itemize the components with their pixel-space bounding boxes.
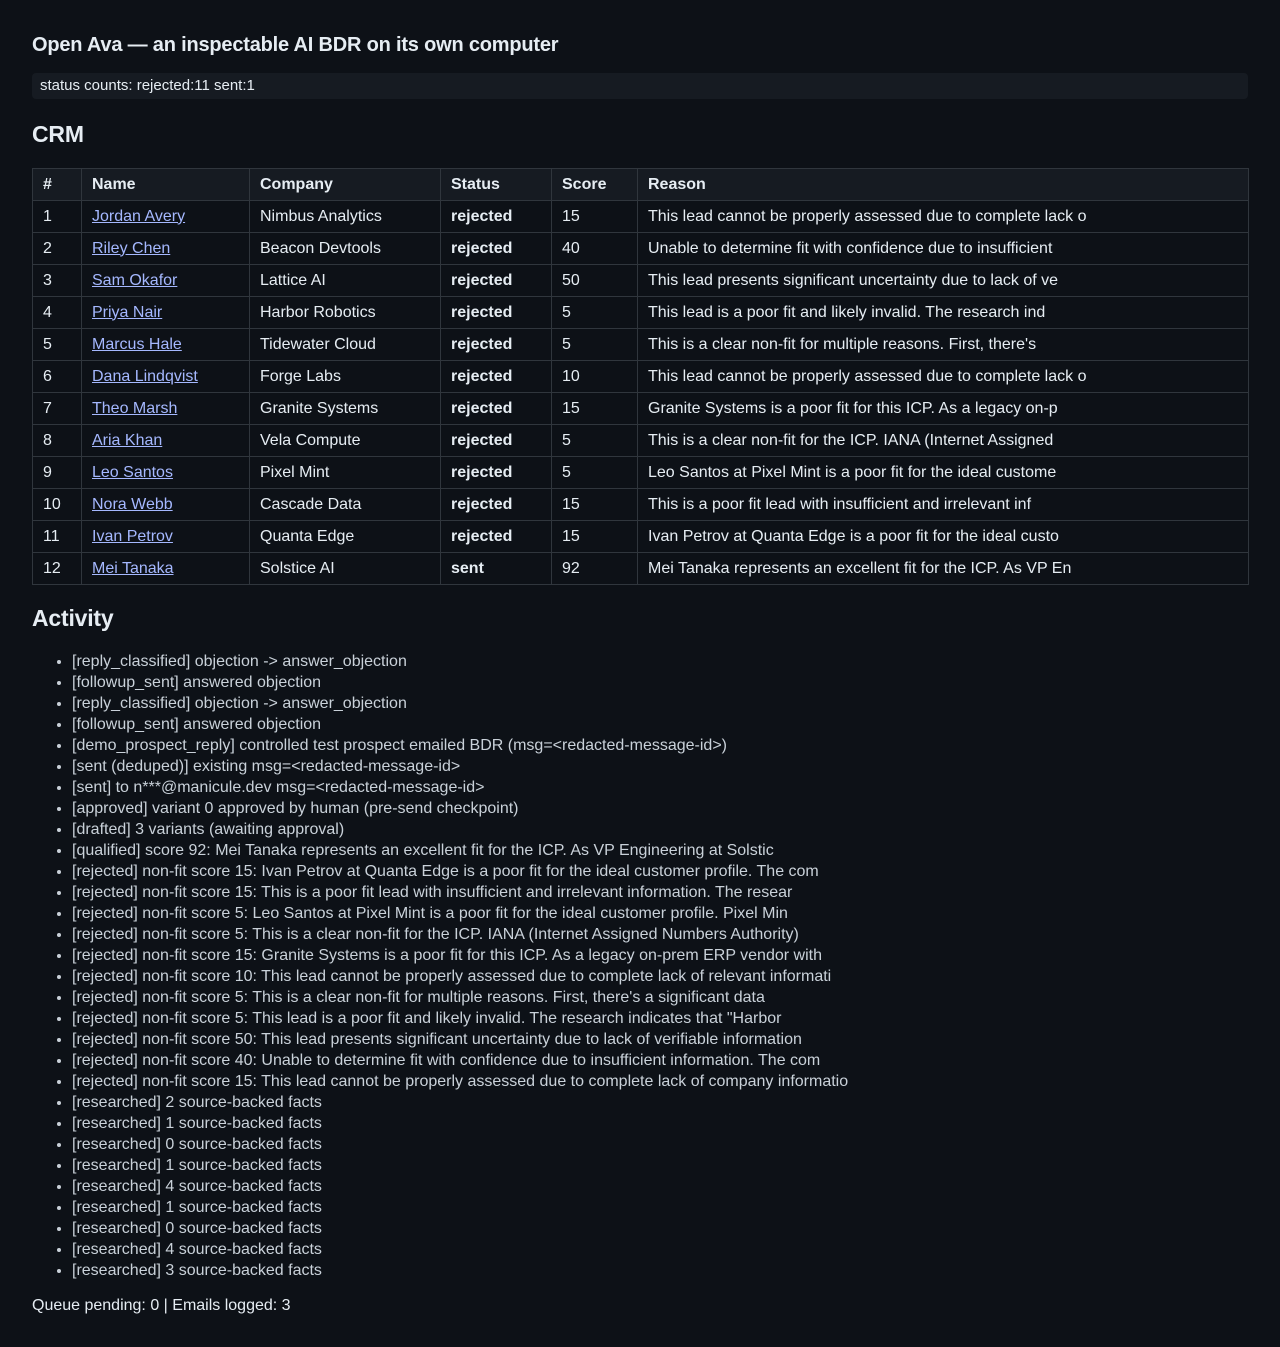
status-cell: rejected: [441, 521, 552, 553]
activity-heading: Activity: [32, 605, 114, 631]
table-row: [33, 297, 1249, 329]
lead-name-link[interactable]: Nora Webb: [92, 495, 173, 513]
company-name: Tidewater Cloud: [250, 329, 441, 361]
score-cell: 15: [552, 521, 638, 553]
crm-header-row: [33, 169, 1249, 201]
activity-item: • [researched] 0 source-backed facts: [72, 1218, 1248, 1239]
activity-item: • [approved] variant 0 approved by human (pre-send checkpoint): [72, 798, 1248, 819]
activity-item: • [rejected] non-fit score 15: This is a poor fit lead with insufficient and irrelevant information. The resear: [72, 882, 1248, 903]
activity-item: • [followup_sent] answered objection: [72, 672, 1248, 693]
company-name: Nimbus Analytics: [250, 201, 441, 233]
company-name: Granite Systems: [250, 393, 441, 425]
row-number: 3: [33, 265, 82, 297]
table-row: [33, 521, 1249, 553]
reason-cell: This lead is a poor fit and likely invalid. The research ind: [638, 297, 1249, 329]
company-name: Cascade Data: [250, 489, 441, 521]
page-title: Open Ava — an inspectable AI BDR on its own computer: [32, 34, 559, 56]
row-number: 6: [33, 361, 82, 393]
activity-item: • [followup_sent] answered objection: [72, 714, 1248, 735]
name-cell: [82, 233, 250, 265]
status-cell: rejected: [441, 457, 552, 489]
lead-name-link[interactable]: Priya Nair: [92, 303, 163, 321]
activity-item: • [researched] 4 source-backed facts: [72, 1176, 1248, 1197]
row-number: 9: [33, 457, 82, 489]
name-cell: [82, 489, 250, 521]
table-row: [33, 553, 1249, 585]
activity-item: • [qualified] score 92: Mei Tanaka represents an excellent fit for the ICP. As VP Engineering at Solstic: [72, 840, 1248, 861]
name-cell: [82, 201, 250, 233]
activity-item: • [rejected] non-fit score 10: This lead cannot be properly assessed due to complete lack of relevant informati: [72, 966, 1248, 987]
column-header-company: Company: [250, 169, 441, 201]
reason-cell: This is a poor fit lead with insufficient and irrelevant inf: [638, 489, 1249, 521]
status-cell: rejected: [441, 265, 552, 297]
activity-item: • [rejected] non-fit score 50: This lead presents significant uncertainty due to lack of verifiable information: [72, 1029, 1248, 1050]
table-row: [33, 457, 1249, 489]
reason-cell: This is a clear non-fit for the ICP. IANA (Internet Assigned: [638, 425, 1249, 457]
activity-item: • [reply_classified] objection -> answer_objection: [72, 651, 1248, 672]
reason-cell: Ivan Petrov at Quanta Edge is a poor fit for the ideal custo: [638, 521, 1249, 553]
name-cell: [82, 521, 250, 553]
score-cell: 10: [552, 361, 638, 393]
column-header-status: Status: [441, 169, 552, 201]
company-name: Harbor Robotics: [250, 297, 441, 329]
column-header-reason: Reason: [638, 169, 1249, 201]
name-cell: [82, 265, 250, 297]
company-name: Vela Compute: [250, 425, 441, 457]
company-name: Quanta Edge: [250, 521, 441, 553]
activity-item: • [reply_classified] objection -> answer_objection: [72, 693, 1248, 714]
table-row: [33, 425, 1249, 457]
activity-item: • [researched] 4 source-backed facts: [72, 1239, 1248, 1260]
name-cell: [82, 361, 250, 393]
lead-name-link[interactable]: Ivan Petrov: [92, 527, 173, 545]
activity-item: • [rejected] non-fit score 40: Unable to determine fit with confidence due to insufficient information. The com: [72, 1050, 1248, 1071]
name-cell: [82, 553, 250, 585]
score-cell: 5: [552, 329, 638, 361]
row-number: 4: [33, 297, 82, 329]
company-name: Beacon Devtools: [250, 233, 441, 265]
lead-name-link[interactable]: Jordan Avery: [92, 207, 186, 225]
activity-item: • [rejected] non-fit score 15: Ivan Petrov at Quanta Edge is a poor fit for the ideal customer profile. The com: [72, 861, 1248, 882]
status-cell: rejected: [441, 329, 552, 361]
reason-cell: This is a clear non-fit for multiple reasons. First, there's: [638, 329, 1249, 361]
status-cell: rejected: [441, 425, 552, 457]
score-cell: 5: [552, 457, 638, 489]
table-row: [33, 233, 1249, 265]
activity-item: • [researched] 0 source-backed facts: [72, 1134, 1248, 1155]
crm-table: [32, 168, 1249, 585]
company-name: Solstice AI: [250, 553, 441, 585]
company-name: Lattice AI: [250, 265, 441, 297]
activity-item: • [rejected] non-fit score 5: This lead is a poor fit and likely invalid. The research indicates that "Harbor: [72, 1008, 1248, 1029]
score-cell: 15: [552, 393, 638, 425]
table-row: [33, 393, 1249, 425]
lead-name-link[interactable]: Marcus Hale: [92, 335, 182, 353]
activity-item: • [rejected] non-fit score 5: This is a clear non-fit for the ICP. IANA (Internet Assigned Numbers Authority): [72, 924, 1248, 945]
company-name: Forge Labs: [250, 361, 441, 393]
activity-item: • [rejected] non-fit score 5: Leo Santos at Pixel Mint is a poor fit for the ideal customer profile. Pixel Min: [72, 903, 1248, 924]
table-row: [33, 265, 1249, 297]
activity-list: [32, 651, 1248, 1281]
name-cell: [82, 457, 250, 489]
score-cell: 50: [552, 265, 638, 297]
table-row: [33, 329, 1249, 361]
lead-name-link[interactable]: Theo Marsh: [92, 399, 178, 417]
activity-item: • [researched] 2 source-backed facts: [72, 1092, 1248, 1113]
column-header-num: #: [33, 169, 82, 201]
lead-name-link[interactable]: Riley Chen: [92, 239, 171, 257]
activity-item: • [sent (deduped)] existing msg=<redacted-message-id>: [72, 756, 1248, 777]
status-cell: rejected: [441, 297, 552, 329]
activity-item: • [rejected] non-fit score 15: Granite Systems is a poor fit for this ICP. As a legacy on-prem ERP vendor with: [72, 945, 1248, 966]
lead-name-link[interactable]: Aria Khan: [92, 431, 163, 449]
reason-cell: Unable to determine fit with confidence due to insufficient: [638, 233, 1249, 265]
column-header-score: Score: [552, 169, 638, 201]
row-number: 1: [33, 201, 82, 233]
score-cell: 15: [552, 201, 638, 233]
column-header-name: Name: [82, 169, 250, 201]
score-cell: 5: [552, 425, 638, 457]
reason-cell: Leo Santos at Pixel Mint is a poor fit for the ideal custome: [638, 457, 1249, 489]
score-cell: 40: [552, 233, 638, 265]
name-cell: [82, 425, 250, 457]
status-cell: rejected: [441, 361, 552, 393]
lead-name-link[interactable]: Leo Santos: [92, 463, 173, 481]
score-cell: 92: [552, 553, 638, 585]
lead-name-link[interactable]: Mei Tanaka: [92, 559, 174, 577]
status-counts-bar: status counts: rejected:11 sent:1: [32, 73, 1248, 99]
company-name: Pixel Mint: [250, 457, 441, 489]
row-number: 10: [33, 489, 82, 521]
row-number: 8: [33, 425, 82, 457]
reason-cell: Granite Systems is a poor fit for this ICP. As a legacy on-p: [638, 393, 1249, 425]
activity-item: • [researched] 3 source-backed facts: [72, 1260, 1248, 1281]
status-cell: rejected: [441, 393, 552, 425]
reason-cell: This lead cannot be properly assessed due to complete lack o: [638, 361, 1249, 393]
activity-item: • [rejected] non-fit score 5: This is a clear non-fit for multiple reasons. First, there's a significant data: [72, 987, 1248, 1008]
activity-item: • [researched] 1 source-backed facts: [72, 1197, 1248, 1218]
activity-item: • [sent] to n***@manicule.dev msg=<redacted-message-id>: [72, 777, 1248, 798]
crm-table-body: [33, 201, 1249, 585]
activity-item: • [researched] 1 source-backed facts: [72, 1155, 1248, 1176]
crm-heading: CRM: [32, 121, 84, 147]
lead-name-link[interactable]: Sam Okafor: [92, 271, 178, 289]
table-row: [33, 201, 1249, 233]
status-cell: rejected: [441, 489, 552, 521]
reason-cell: Mei Tanaka represents an excellent fit for the ICP. As VP En: [638, 553, 1249, 585]
name-cell: [82, 393, 250, 425]
status-cell: rejected: [441, 233, 552, 265]
lead-name-link[interactable]: Dana Lindqvist: [92, 367, 198, 385]
table-row: [33, 489, 1249, 521]
status-cell: rejected: [441, 201, 552, 233]
row-number: 12: [33, 553, 82, 585]
activity-item: • [rejected] non-fit score 15: This lead cannot be properly assessed due to complete lack of company informatio: [72, 1071, 1248, 1092]
row-number: 5: [33, 329, 82, 361]
reason-cell: This lead presents significant uncertainty due to lack of ve: [638, 265, 1249, 297]
status-cell: sent: [441, 553, 552, 585]
row-number: 7: [33, 393, 82, 425]
name-cell: [82, 297, 250, 329]
score-cell: 5: [552, 297, 638, 329]
activity-item: • [drafted] 3 variants (awaiting approval): [72, 819, 1248, 840]
activity-item: • [demo_prospect_reply] controlled test prospect emailed BDR (msg=<redacted-message-id>): [72, 735, 1248, 756]
table-row: [33, 361, 1249, 393]
name-cell: [82, 329, 250, 361]
row-number: 11: [33, 521, 82, 553]
reason-cell: This lead cannot be properly assessed due to complete lack o: [638, 201, 1249, 233]
footer-summary: Queue pending: 0 | Emails logged: 3: [32, 1297, 291, 1314]
score-cell: 15: [552, 489, 638, 521]
row-number: 2: [33, 233, 82, 265]
activity-item: • [researched] 1 source-backed facts: [72, 1113, 1248, 1134]
